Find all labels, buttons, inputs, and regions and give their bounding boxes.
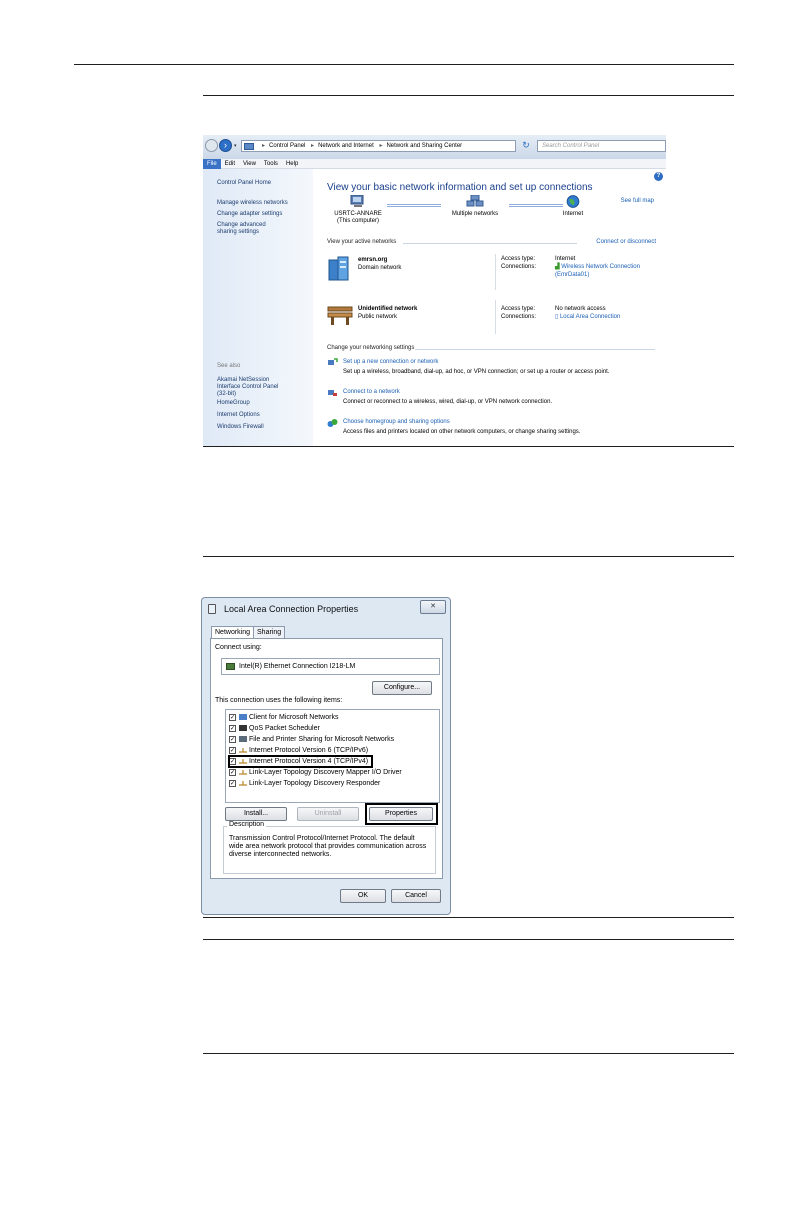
uninstall-button[interactable]: Uninstall: [297, 807, 359, 821]
protocol-icon: [239, 769, 247, 775]
sidebar-item-akamai[interactable]: Akamai NetSession Interface Control Panel (32-bit): [217, 377, 279, 397]
main-content: [313, 169, 666, 446]
protocol-icon: [239, 780, 247, 786]
task-title[interactable]: Choose homegroup and sharing options: [343, 419, 450, 425]
task-homegroup: [327, 417, 580, 437]
breadcrumb-item[interactable]: Control Panel: [269, 143, 306, 149]
back-button[interactable]: [205, 139, 218, 152]
list-item[interactable]: [229, 767, 402, 778]
new-connection-icon: [327, 358, 338, 368]
checkbox[interactable]: ✓: [230, 714, 236, 721]
checkbox[interactable]: ✓: [230, 725, 236, 732]
dialog-title: Local Area Connection Properties: [224, 604, 359, 614]
map-networks: [435, 195, 515, 218]
menu-edit[interactable]: Edit: [224, 161, 236, 167]
refresh-icon[interactable]: ↻: [522, 140, 530, 150]
close-button[interactable]: ✕: [420, 600, 446, 614]
scheduler-icon: [239, 725, 247, 731]
items-label: This connection uses the following items:: [215, 697, 343, 704]
properties-button[interactable]: Properties: [369, 807, 433, 821]
connect-or-disconnect-link[interactable]: Connect or disconnect: [596, 239, 656, 245]
checkbox[interactable]: ✓: [230, 747, 236, 754]
network-name: emrsn.org: [358, 257, 388, 263]
section-rule: [203, 95, 734, 96]
task-connect-network: [327, 387, 552, 407]
ipv4-highlight-box: [228, 755, 373, 768]
list-item[interactable]: [229, 723, 320, 734]
see-also-label: See also: [217, 363, 241, 369]
vertical-divider: [495, 300, 496, 334]
connections-label: Connections:: [501, 264, 537, 270]
domain-network-icon: [327, 256, 351, 282]
access-type-label: Access type:: [501, 256, 536, 262]
sidebar-item-home[interactable]: Control Panel Home: [217, 180, 272, 186]
local-area-connection-link[interactable]: Local Area Connection: [559, 314, 621, 320]
list-item[interactable]: [229, 734, 394, 745]
sidebar-item-homegroup[interactable]: HomeGroup: [217, 400, 250, 406]
networking-panel: [210, 638, 443, 879]
checkbox[interactable]: ✓: [230, 758, 236, 765]
active-networks-label: View your active networks: [327, 239, 397, 245]
help-icon[interactable]: ?: [654, 172, 663, 181]
network-sharing-center-window: [203, 135, 666, 446]
page-title: View your basic network information and set up connections: [327, 182, 593, 193]
wireless-ssid[interactable]: (EmrData01): [555, 272, 590, 278]
computer-sub: (This computer): [336, 218, 379, 224]
dialog-titlebar[interactable]: [202, 598, 450, 620]
network-type: Public network: [358, 314, 398, 320]
menu-help[interactable]: Help: [285, 161, 299, 167]
task-new-connection: [327, 357, 609, 377]
connect-network-icon: [327, 388, 338, 398]
network-name: Unidentified network: [358, 306, 418, 312]
item-label: Internet Protocol Version 6 (TCP/IPv6): [249, 747, 369, 754]
connections-label: Connections:: [501, 314, 537, 320]
list-item[interactable]: [229, 778, 380, 789]
checkbox[interactable]: ✓: [230, 769, 236, 776]
homegroup-icon: [327, 418, 338, 428]
network-emrsn-details: [501, 255, 640, 279]
sidebar-item-sharing[interactable]: Change advanced sharing settings: [217, 222, 266, 235]
address-bar[interactable]: ▸ Control Panel ▸ Network and Internet ▸ Network and Sharing Center: [241, 140, 516, 152]
section-rule: [203, 939, 734, 940]
checkbox[interactable]: ✓: [230, 736, 236, 743]
map-connector: [387, 204, 441, 207]
header-rule: [74, 64, 734, 65]
item-label: File and Printer Sharing for Microsoft Networks: [249, 736, 395, 743]
tab-strip: [211, 625, 284, 638]
task-desc: Access files and printers located on other network computers, or change sharing settings.: [343, 429, 581, 435]
public-network-bench-icon: [327, 302, 353, 326]
map-computer: [323, 195, 393, 225]
access-type-value: Internet: [555, 256, 576, 262]
cancel-button[interactable]: Cancel: [391, 889, 441, 903]
task-title[interactable]: Set up a new connection or network: [343, 359, 439, 365]
network-unidentified-details: [501, 305, 620, 321]
breadcrumb-item[interactable]: Network and Sharing Center: [386, 143, 463, 149]
list-item[interactable]: [229, 712, 338, 723]
change-settings-label: Change your networking settings: [327, 345, 415, 351]
ok-button[interactable]: OK: [340, 889, 386, 903]
description-label: Description: [229, 821, 265, 828]
components-list: [225, 709, 440, 803]
menu-file[interactable]: File: [203, 159, 221, 169]
access-type-label: Access type:: [501, 306, 536, 312]
ethernet-icon: ▯: [555, 314, 560, 320]
adapter-name: Intel(R) Ethernet Connection I218-LM: [239, 663, 356, 670]
computer-name: USRTC-ANNARE: [334, 211, 382, 217]
breadcrumb-item[interactable]: Network and Internet: [318, 143, 374, 149]
item-label: Link-Layer Topology Discovery Mapper I/O Driver: [249, 769, 402, 776]
menu-tools[interactable]: Tools: [263, 161, 278, 167]
access-type-value: No network access: [555, 306, 606, 312]
computer-icon: [350, 195, 366, 208]
adapter-field: [221, 658, 440, 675]
connection-icon: [208, 604, 216, 614]
task-desc: Connect or reconnect to a wireless, wired, dial-up, or VPN network connection.: [343, 399, 553, 405]
wireless-connection-link[interactable]: Wireless Network Connection: [561, 264, 640, 270]
tab-networking[interactable]: Networking: [211, 626, 254, 640]
search-input[interactable]: Search Control Panel: [537, 140, 666, 152]
globe-icon: [566, 195, 580, 208]
protocol-icon: [239, 747, 247, 753]
local-area-connection-properties-dialog: [201, 597, 451, 915]
item-label: Internet Protocol Version 4 (TCP/IPv4): [249, 758, 369, 765]
sidebar-item-internet-options[interactable]: Internet Options: [217, 412, 260, 418]
sidebar-item-adapter[interactable]: Change adapter settings: [217, 211, 283, 217]
forward-button[interactable]: ›: [219, 139, 232, 152]
section-rule: [203, 917, 734, 918]
sidebar: [203, 169, 313, 446]
vertical-divider: [495, 254, 496, 290]
see-full-map-link[interactable]: See full map: [620, 198, 654, 204]
checkbox[interactable]: ✓: [230, 780, 236, 787]
wireless-signal-icon: ▟: [555, 264, 562, 270]
configure-button[interactable]: Configure...: [372, 681, 432, 695]
control-panel-icon: [244, 143, 254, 150]
client-icon: [239, 714, 247, 720]
item-label: Client for Microsoft Networks: [249, 714, 339, 721]
internet-label: Internet: [562, 211, 584, 217]
section-rule: [203, 556, 734, 557]
sidebar-item-wireless[interactable]: Manage wireless networks: [217, 200, 288, 206]
section-divider: [403, 243, 577, 244]
item-label: Link-Layer Topology Discovery Responder: [249, 780, 381, 787]
printer-sharing-icon: [239, 736, 247, 742]
description-text: Transmission Control Protocol/Internet Protocol. The default wide area network protocol that provides communication across diverse interconnected networks.: [229, 835, 427, 858]
description-group: [223, 821, 436, 874]
tab-sharing[interactable]: Sharing: [253, 626, 285, 639]
task-title[interactable]: Connect to a network: [343, 389, 400, 395]
item-label: QoS Packet Scheduler: [249, 725, 320, 732]
connect-using-label: Connect using:: [215, 644, 262, 651]
network-type: Domain network: [358, 265, 402, 271]
multiple-networks-icon: [466, 195, 484, 208]
map-internet: [553, 195, 593, 218]
install-button[interactable]: Install...: [225, 807, 287, 821]
section-divider: [415, 349, 655, 350]
section-rule: [203, 1053, 734, 1054]
section-rule: [203, 446, 734, 447]
sidebar-item-firewall[interactable]: Windows Firewall: [217, 424, 264, 430]
task-desc: Set up a wireless, broadband, dial-up, ad hoc, or VPN connection; or set up a router or access point.: [343, 369, 610, 375]
menu-bar: [203, 159, 666, 169]
network-adapter-icon: [226, 663, 235, 670]
address-toolbar: [203, 135, 666, 159]
networks-label: Multiple networks: [451, 211, 499, 217]
history-dropdown-icon[interactable]: ▾: [234, 143, 237, 149]
menu-view[interactable]: View: [243, 161, 256, 167]
